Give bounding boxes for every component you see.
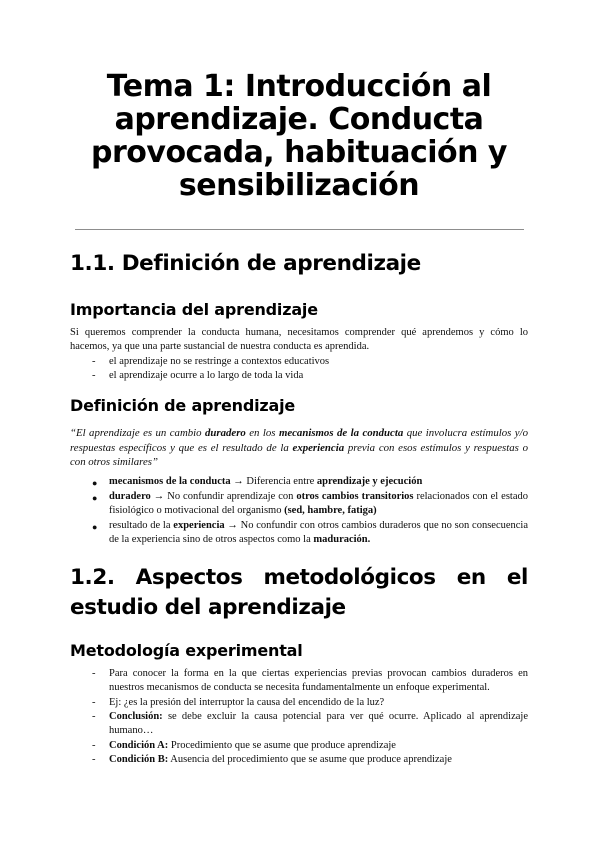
section-1-2-heading: [70, 563, 528, 623]
bullet-marker: ●: [92, 492, 98, 503]
list-item-text: mecanismos de la conducta → Diferencia entre aprendizaje y ejecución: [109, 475, 423, 487]
list-item: [92, 355, 528, 369]
list-item-text: duradero → No confundir aprendizaje con otros cambios transitorios relacionados con el estado fisiológico o motivacional del organismo (sed, hambre, fatiga): [109, 490, 529, 517]
list-item-text: resultado de la experiencia → No confundir con otros cambios duraderos que no son consecuencia de la experiencia sino de otros aspectos como la maduración.: [109, 519, 529, 545]
dash-marker: -: [92, 739, 96, 751]
list-item: [92, 667, 528, 696]
list-item-text: el aprendizaje ocurre a lo largo de toda la vida: [109, 369, 304, 381]
subsection-metodologia-heading: Metodología experimental: [70, 641, 303, 661]
list-item-text: Condición A: Procedimiento que se asume que produce aprendizaje: [109, 739, 396, 751]
importancia-paragraph: Si queremos comprender la conducta humana, necesitamos comprender qué aprendemos y cómo lo hacemos, ya que una parte sustancial de nuestra conducta es aprendida.: [70, 327, 528, 353]
section-1-1-heading: 1.1. Definición de aprendizaje: [70, 251, 421, 276]
list-item-text: Para conocer la forma en la que ciertas experiencias previas provocan cambios duraderos en nuestros mecanismos de conducta se necesita fundamentalmente un enfoque experimental.: [109, 668, 528, 694]
list-item-text: Conclusión: se debe excluir la causa potencial para ver qué ocurre. Aplicado al aprendizaje humano…: [109, 711, 528, 737]
list-item: [92, 753, 528, 767]
document-title: [70, 70, 528, 202]
importancia-dash-list: [70, 355, 528, 384]
subsection-importancia-heading: Importancia del aprendizaje: [70, 300, 318, 319]
dash-marker: -: [92, 369, 96, 381]
definicion-bullet-list: [70, 475, 528, 547]
dash-marker: -: [92, 668, 96, 680]
dash-marker: -: [92, 696, 96, 708]
title-line: aprendizaje. Conducta: [114, 102, 484, 137]
list-item: [92, 696, 528, 710]
list-item: [92, 369, 528, 383]
dash-marker: -: [92, 711, 96, 723]
metodologia-dash-list: [70, 667, 528, 767]
dash-marker: -: [92, 753, 96, 765]
list-item-text: el aprendizaje no se restringe a contextos educativos: [109, 355, 330, 367]
list-item: [92, 710, 528, 739]
list-item-text: Condición B: Ausencia del procedimiento que se asume que produce aprendizaje: [109, 753, 452, 765]
bullet-marker: ●: [92, 521, 98, 532]
title-divider: [75, 229, 524, 230]
list-item: [92, 519, 528, 548]
bullet-marker: ●: [92, 477, 98, 488]
list-item: [92, 739, 528, 753]
subsection-definicion-heading: Definición de aprendizaje: [70, 396, 296, 416]
list-item-text: Ej: ¿es la presión del interruptor la causa del encendido de la luz?: [109, 696, 385, 708]
list-item: [92, 475, 528, 490]
definition-quote: “El aprendizaje es un cambio duradero en los mecanismos de la conducta que involucra estímulos y/o respuestas específicos y que es el resultado de la experiencia previa con esos estímulos y respuestas o con otros similares”: [70, 427, 528, 469]
title-line: sensibilización: [178, 168, 420, 203]
list-item: [92, 490, 528, 519]
title-line: Tema 1: Introducción al: [106, 69, 492, 104]
title-line: provocada, habituación y: [91, 135, 507, 170]
section-1-2-heading-line1: 1.2. Aspectos metodológicos en el: [70, 565, 528, 591]
dash-marker: -: [92, 355, 96, 367]
section-1-2-heading-line2: estudio del aprendizaje: [70, 595, 346, 621]
